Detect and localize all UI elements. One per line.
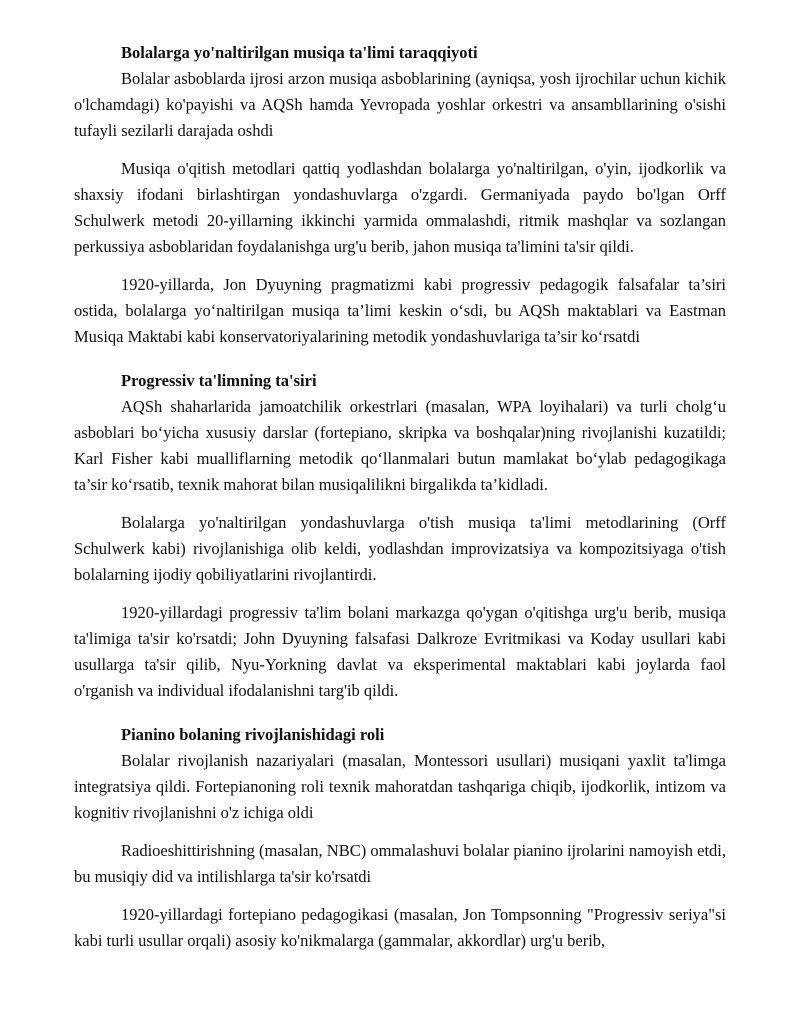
section-heading: Pianino bolaning rivojlanishidagi roli (121, 725, 385, 744)
paragraph: 1920-yillardagi fortepiano pedagogikasi (masalan, Jon Tompsonning "Progressiv seriya"si kabi turli usullar orqali) asosiy ko'nikmalarga (gammalar, akkordlar) urg'u berib, (74, 905, 726, 950)
paragraph: Musiqa o'qitish metodlari qattiq yodlashdan bolalarga yo'naltirilgan, o'yin, ijodkorlik va shaxsiy ifodani birlashtirgan yondashuvlarga o'zgardi. Germaniyada paydo bo'lgan Orff Schulwerk metodi 20-yillarning ikkinchi yarmida ommalashdi, ritmik mashqlar va sozlangan perkussiya asboblaridan foydalanishga urg'u berib, jahon musiqa ta'limini ta'sir qildi. (74, 159, 726, 256)
paragraph: Radioeshittirishning (masalan, NBC) ommalashuvi bolalar pianino ijrolarini namoyish etdi, bu musiqiy did va intilishlarga ta'sir ko'rsatdi (74, 841, 726, 886)
document-page (74, 40, 726, 966)
section-heading: Progressiv ta'limning ta'siri (121, 371, 317, 390)
section-heading: Bolalarga yo'naltirilgan musiqa ta'limi taraqqiyoti (121, 43, 478, 62)
paragraph: Bolalarga yo'naltirilgan yondashuvlarga o'tish musiqa ta'limi metodlarining (Orff Schulwerk kabi) rivojlanishiga olib keldi, yodlashdan improvizatsiya va kompozitsiyaga o'tish bolalarning ijodiy qobiliyatlarini rivojlantirdi. (74, 513, 726, 584)
paragraph: Bolalar asboblarda ijrosi arzon musiqa asboblarining (ayniqsa, yosh ijrochilar uchun kichik o'lchamdagi) ko'payishi va AQSh hamda Yevropada yoshlar orkestri va ansambllarining o'sishi tufayli sezilarli darajada oshdi (74, 69, 726, 140)
paragraph: 1920-yillardagi progressiv ta'lim bolani markazga qo'ygan o'qitishga urg'u berib, musiqa ta'limiga ta'sir ko'rsatdi; John Dyuyning falsafasi Dalkroze Evritmikasi va Koday usullari kabi usullarga ta'sir qilib, Nyu-Yorkning davlat va eksperimental maktablari kabi joylarda faol o'rganish va individual ifodalanishni targ'ib qildi. (74, 603, 726, 700)
paragraph: 1920-yillarda, Jon Dyuyning pragmatizmi kabi progressiv pedagogik falsafalar ta’siri ostida, bolalarga yo‘naltirilgan musiqa ta’limi keskin o‘sdi, bu AQSh maktablari va Eastman Musiqa Maktabi kabi konservatoriyalarining metodik yondashuvlariga ta’sir ko‘rsatdi (74, 275, 726, 346)
paragraph: AQSh shaharlarida jamoatchilik orkestrlari (masalan, WPA loyihalari) va turli cholg‘u asboblari bo‘yicha xususiy darslar (fortepiano, skripka va boshqalar)ning rivojlanishi kuzatildi; Karl Fisher kabi mualliflarning metodik qo‘llanmalari butun mamlakat bo‘ylab pedagogikaga ta’sir ko‘rsatib, texnik mahorat bilan musiqalilikni birgalikda ta’kidladi. (74, 397, 726, 494)
paragraph: Bolalar rivojlanish nazariyalari (masalan, Montessori usullari) musiqani yaxlit ta'limga integratsiya qildi. Fortepianoning roli texnik mahoratdan tashqariga chiqib, ijodkorlik, intizom va kognitiv rivojlanishni o'z ichiga oldi (74, 751, 726, 822)
